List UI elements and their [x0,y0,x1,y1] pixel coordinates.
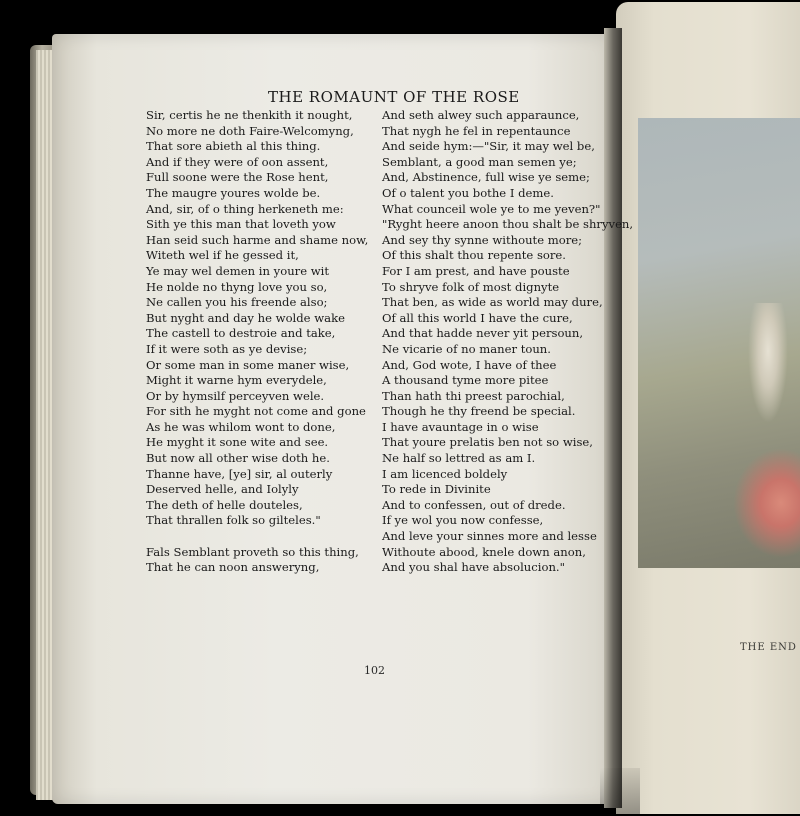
verse-line: Of o talent you bothe I deme. [382,185,554,200]
running-title: THE ROMAUNT OF THE ROSE [268,88,520,106]
verse-line: And, God wote, I have of thee [382,357,557,372]
verse-line: To shryve folk of most dignyte [382,279,560,294]
verse-line: That youre prelatis ben not so wise, [382,435,593,450]
verse-line: And, Abstinence, full wise ye seme; [382,170,590,185]
verse-line: Witeth wel if he gessed it, [146,248,299,263]
verse-line: Deserved helle, and Iolyly [146,482,299,497]
verse-line: The deth of helle douteles, [146,497,303,512]
verse-line: And you shal have absolucion." [382,560,565,575]
verse-line: Ne callen you his freende also; [146,295,328,310]
verse-line: That ben, as wide as world may dure, [382,295,603,310]
verse-line: Might it warne hym everydele, [146,373,327,388]
verse-line: And leve your sinnes more and lesse [382,529,597,544]
verse-line: But now all other wise doth he. [146,451,330,466]
verse-line: As he was whilom wont to done, [146,419,336,434]
verse-line: Ne vicarie of no maner toun. [382,341,551,356]
verse-line: "Ryght heere anoon thou shalt be shryven, [382,217,634,232]
verse-line: Though he thy freend be special. [382,404,576,419]
verse-line: I am licenced boldely [382,466,508,481]
verse-line: If ye wol you now confesse, [382,513,544,528]
plate-rose-bloom [733,448,800,558]
verse-line: Fals Semblant proveth so this thing, [146,544,359,559]
verse-line: And to confessen, out of drede. [382,497,566,512]
verse-line: A thousand tyme more pitee [382,373,549,388]
color-plate-illustration [638,118,800,568]
page-corner-shadow [600,768,640,816]
verse-line: That he can noon answeryng, [146,560,320,575]
verse-line: What counceil wole ye to me yeven?" [382,201,601,216]
verse-line: And, sir, of o thing herkeneth me: [146,201,344,216]
verse-line: Thanne have, [ye] sir, al outerly [146,466,333,481]
verse-line: Withoute abood, knele down anon, [382,544,586,559]
page-number: 102 [364,664,385,677]
verse-column-left [146,108,368,576]
verse-line: Or by hymsilf perceyven wele. [146,388,325,403]
verse-line: Of all this world I have the cure, [382,310,573,325]
verse-line: And that hadde never yit persoun, [382,326,584,341]
verse-line: That nygh he fel in repentaunce [382,123,571,138]
verse-line: But nyght and day he wolde wake [146,310,345,325]
verse-line [146,529,368,545]
verse-line: Ye may wel demen in youre wit [146,263,330,278]
verse-line: Ne half so lettred as am I. [382,451,536,466]
verse-line: That thrallen folk so gilteles." [146,513,321,528]
plate-caption: THE END [740,642,797,653]
verse-column-right [382,108,633,576]
verse-line: To rede in Divinite [382,482,491,497]
verse-line: Than hath thi preest parochial, [382,388,565,403]
verse-line: And if they were of oon assent, [146,154,329,169]
verse-line: The maugre youres wolde be. [146,185,321,200]
verse-line: Semblant, a good man semen ye; [382,154,577,169]
verse-line: And seide hym:—"Sir, it may wel be, [382,139,595,154]
verse-line: No more ne doth Faire-Welcomyng, [146,123,354,138]
verse-line: And seth alwey such apparaunce, [382,108,580,122]
verse-line: For I am prest, and have pouste [382,263,570,278]
verse-line: That sore abieth al this thing. [146,139,321,154]
verse-line: He myght it sone wite and see. [146,435,329,450]
verse-line: Of this shalt thou repente sore. [382,248,566,263]
verse-line: Or some man in some maner wise, [146,357,350,372]
verse-line: If it were soth as ye devise; [146,341,308,356]
verse-line: I have avauntage in o wise [382,419,539,434]
verse-line: For sith he myght not come and gone [146,404,366,419]
verse-line: Han seid such harme and shame now, [146,232,369,247]
verse-line: He nolde no thyng love you so, [146,279,328,294]
verse-line: Full soone were the Rose hent, [146,170,329,185]
verse-line: And sey thy synne withoute more; [382,232,583,247]
verse-line: The castell to destroie and take, [146,326,336,341]
verse-line: Sir, certis he ne thenkith it nought, [146,108,353,122]
verse-line: Sith ye this man that loveth yow [146,217,336,232]
plate-figure [748,303,788,423]
